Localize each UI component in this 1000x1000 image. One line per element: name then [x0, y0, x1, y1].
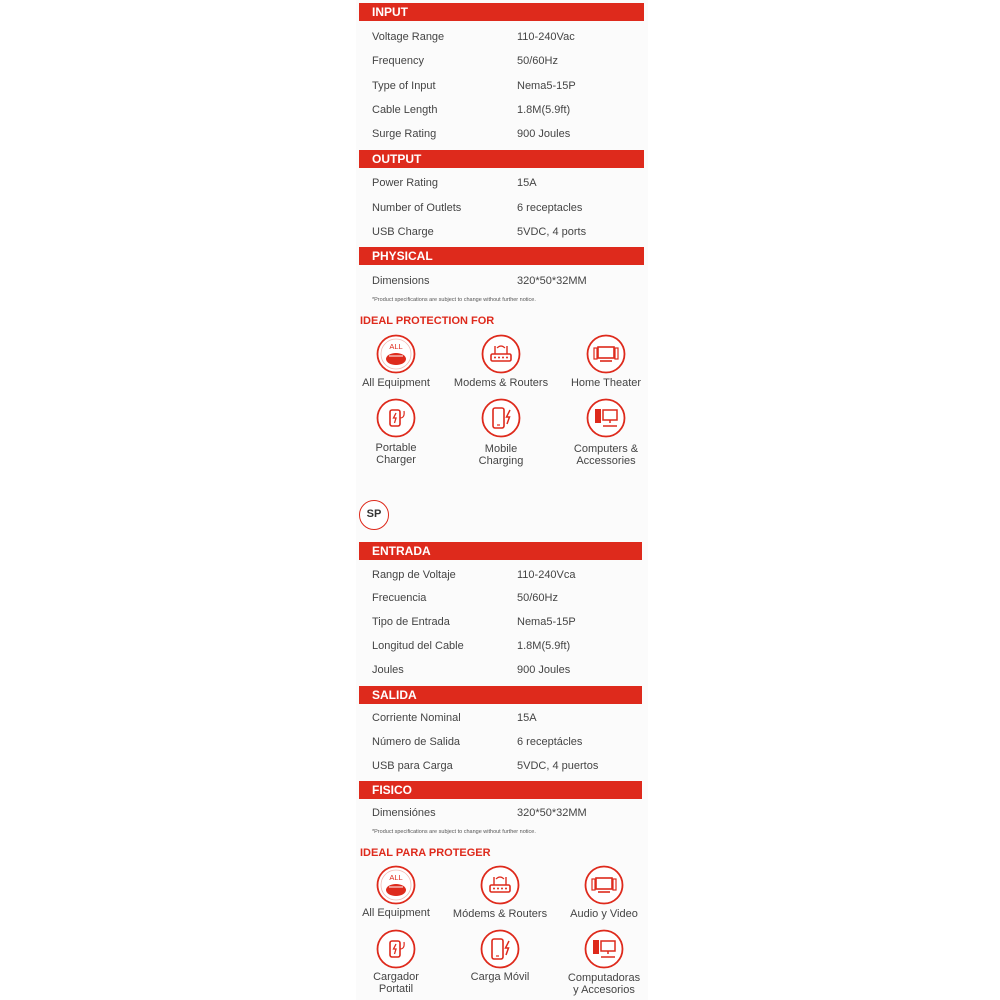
spec-label: Cable Length [372, 104, 438, 116]
entrada-header: ENTRADA [359, 542, 642, 560]
spec-label: Tipo de Entrada [372, 616, 450, 628]
computer-icon [584, 929, 624, 969]
icon-label: Audio y Video [570, 908, 638, 920]
all-badge-text: ALL [389, 873, 403, 882]
spec-label: Voltage Range [372, 31, 445, 43]
spec-label: Rangp de Voltaje [372, 569, 456, 581]
spec-value: 50/60Hz [517, 55, 558, 67]
spec-value: Nema5-15P [517, 616, 576, 628]
spec-row [372, 638, 642, 654]
spec-value: 900 Joules [517, 128, 571, 140]
physical-header: PHYSICAL [359, 247, 644, 265]
salida-header: SALIDA [359, 686, 642, 704]
spec-row [372, 662, 642, 678]
icon-label: All Equipment [362, 377, 430, 389]
fisico-header: FISICO [359, 781, 642, 799]
spec-value: Nema5-15P [517, 80, 576, 92]
spec-value: 320*50*32MM [517, 275, 587, 287]
spec-label: Dimensions [372, 275, 430, 287]
spec-label: Número de Salida [372, 736, 461, 748]
spec-row [372, 614, 642, 630]
spec-label: Dimensiónes [372, 807, 436, 819]
icon-label: Computadoras y Accesorios [567, 972, 641, 996]
home-theater-icon [586, 334, 626, 374]
portable-charger-icon [376, 398, 416, 438]
icon-label: Modems & Routers [453, 377, 549, 389]
spec-value: 110-240Vca [517, 569, 576, 581]
computer-icon [586, 398, 626, 438]
icon-label: Módems & Routers [452, 908, 548, 920]
icon-label: All Equipment [362, 907, 430, 919]
icon-label: Cargador Portatil [373, 971, 419, 995]
spec-value: 320*50*32MM [517, 807, 587, 819]
input-header: INPUT [359, 3, 644, 21]
spec-label: Longitud del Cable [372, 640, 464, 652]
icon-label: Portable Charger [375, 442, 417, 466]
spec-value: 6 receptácles [517, 736, 583, 748]
icon-label: Home Theater [570, 377, 642, 389]
portable-charger-icon [376, 929, 416, 969]
spec-label: USB para Carga [372, 760, 453, 772]
spec-row [372, 590, 642, 606]
spec-row [372, 734, 642, 750]
spec-value: 6 receptacles [517, 202, 583, 214]
spec-row [372, 102, 642, 118]
disclaimer-note: *Product specifications are subject to change without further notice. [372, 297, 536, 303]
icon-label: Carga Móvil [470, 971, 530, 983]
all-badge-text: ALL [389, 342, 403, 351]
spec-value: 5VDC, 4 puertos [517, 760, 599, 772]
router-icon [480, 865, 520, 905]
spec-label: Power Rating [372, 177, 439, 189]
output-header: OUTPUT [359, 150, 644, 168]
spec-value: 15A [517, 712, 537, 724]
spec-label: Joules [372, 664, 404, 676]
icon-label: Computers & Accessories [573, 443, 639, 467]
spec-value: 1.8M(5.9ft) [517, 104, 571, 116]
language-badge-sp: SP [359, 500, 389, 530]
spec-label: USB Charge [372, 226, 434, 238]
all-equipment-icon [376, 334, 416, 374]
protection-title: IDEAL PROTECTION FOR [360, 315, 495, 327]
spec-row [372, 224, 642, 240]
spec-row [372, 273, 642, 289]
spec-value: 1.8M(5.9ft) [517, 640, 571, 652]
disclaimer-note: *Product specifications are subject to change without further notice. [372, 829, 536, 835]
icon-label: Mobile Charging [478, 443, 524, 467]
spec-label: Corriente Nominal [372, 712, 461, 724]
spec-label: Frecuencia [372, 592, 427, 604]
spec-row [372, 53, 642, 69]
spec-label: Surge Rating [372, 128, 437, 140]
spec-row [372, 567, 642, 583]
spec-row [372, 758, 642, 774]
all-equipment-icon [376, 865, 416, 905]
spec-label: Type of Input [372, 80, 436, 92]
mobile-charging-icon [481, 398, 521, 438]
spec-row [372, 200, 642, 216]
protection-title: IDEAL PARA PROTEGER [360, 847, 491, 859]
spec-row [372, 29, 642, 45]
spec-row [372, 805, 642, 821]
spec-value: 15A [517, 177, 537, 189]
spec-label: Number of Outlets [372, 202, 462, 214]
spec-row [372, 175, 642, 191]
spec-value: 5VDC, 4 ports [517, 226, 587, 238]
home-theater-icon [584, 865, 624, 905]
spec-label: Frequency [372, 55, 424, 67]
spec-value: 110-240Vac [517, 31, 575, 43]
spec-row [372, 710, 642, 726]
spec-row [372, 78, 642, 94]
spec-value: 50/60Hz [517, 592, 558, 604]
mobile-charging-icon [480, 929, 520, 969]
spec-value: 900 Joules [517, 664, 571, 676]
router-icon [481, 334, 521, 374]
spec-row [372, 126, 642, 142]
